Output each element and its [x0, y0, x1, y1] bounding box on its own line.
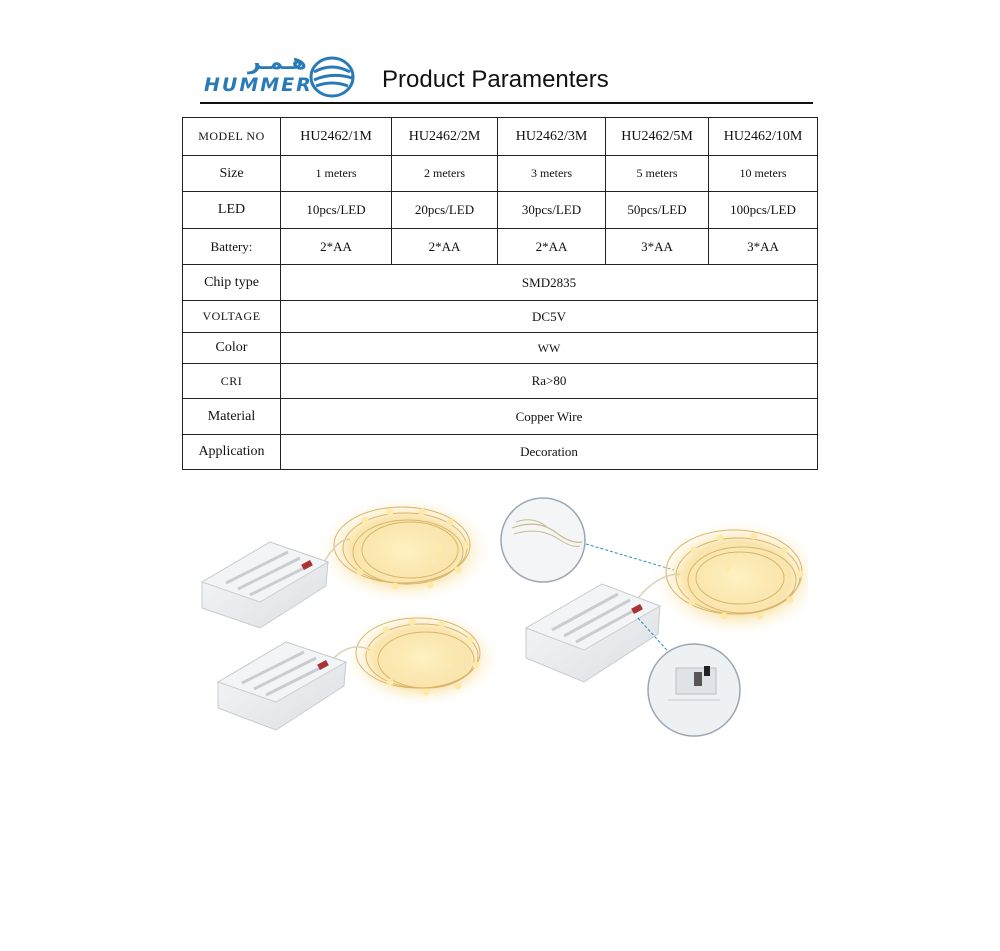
row-label: Battery:: [183, 229, 281, 265]
fairy-lights-detail-image: [498, 488, 808, 748]
table-cell: HU2462/5M: [606, 118, 709, 156]
table-cell: 2*AA: [281, 229, 392, 265]
table-cell: Copper Wire: [281, 399, 818, 435]
table-cell: 20pcs/LED: [392, 192, 498, 229]
table-row-voltage: [183, 301, 818, 333]
row-label: Material: [183, 399, 281, 435]
table-cell: 2 meters: [392, 156, 498, 192]
table-cell: 1 meters: [281, 156, 392, 192]
table-cell: 10 meters: [709, 156, 818, 192]
row-label: CRI: [183, 364, 281, 399]
table-cell: 3*AA: [709, 229, 818, 265]
page-header: [200, 50, 813, 106]
product-photo-pair: [190, 490, 500, 750]
row-label: Color: [183, 333, 281, 364]
table-cell: Ra>80: [281, 364, 818, 399]
table-row-chip-type: [183, 265, 818, 301]
table-cell: 5 meters: [606, 156, 709, 192]
table-cell: 50pcs/LED: [606, 192, 709, 229]
table-cell: WW: [281, 333, 818, 364]
table-row-cri: [183, 364, 818, 399]
table-cell: HU2462/10M: [709, 118, 818, 156]
fairy-lights-image: [190, 490, 500, 750]
brand-arabic-text: هـمـر: [248, 50, 307, 75]
row-label: MODEL NO: [183, 118, 281, 156]
row-label: Size: [183, 156, 281, 192]
table-cell: 3*AA: [606, 229, 709, 265]
table-cell: 3 meters: [498, 156, 606, 192]
table-cell: 2*AA: [498, 229, 606, 265]
table-row-led: [183, 192, 818, 229]
table-cell: HU2462/1M: [281, 118, 392, 156]
table-cell: HU2462/2M: [392, 118, 498, 156]
row-label: Application: [183, 435, 281, 470]
table-cell: 30pcs/LED: [498, 192, 606, 229]
row-label: Chip type: [183, 265, 281, 301]
row-label: LED: [183, 192, 281, 229]
table-cell: SMD2835: [281, 265, 818, 301]
table-row-size: [183, 156, 818, 192]
table-cell: HU2462/3M: [498, 118, 606, 156]
table-row-model: [183, 118, 818, 156]
table-row-application: [183, 435, 818, 470]
table-cell: 100pcs/LED: [709, 192, 818, 229]
table-row-material: [183, 399, 818, 435]
header-divider: [200, 102, 813, 104]
table-row-battery: [183, 229, 818, 265]
product-parameters-table: [182, 117, 818, 470]
page-title: Product Paramenters: [382, 66, 609, 93]
table-cell: DC5V: [281, 301, 818, 333]
table-row-color: [183, 333, 818, 364]
table-cell: Decoration: [281, 435, 818, 470]
row-label: VOLTAGE: [183, 301, 281, 333]
table-cell: 10pcs/LED: [281, 192, 392, 229]
brand-name: HUMMER: [204, 74, 313, 96]
brand-globe-icon: [308, 56, 356, 98]
product-photo-detail: [498, 488, 808, 748]
table-cell: 2*AA: [392, 229, 498, 265]
brand-logo: [200, 50, 360, 102]
